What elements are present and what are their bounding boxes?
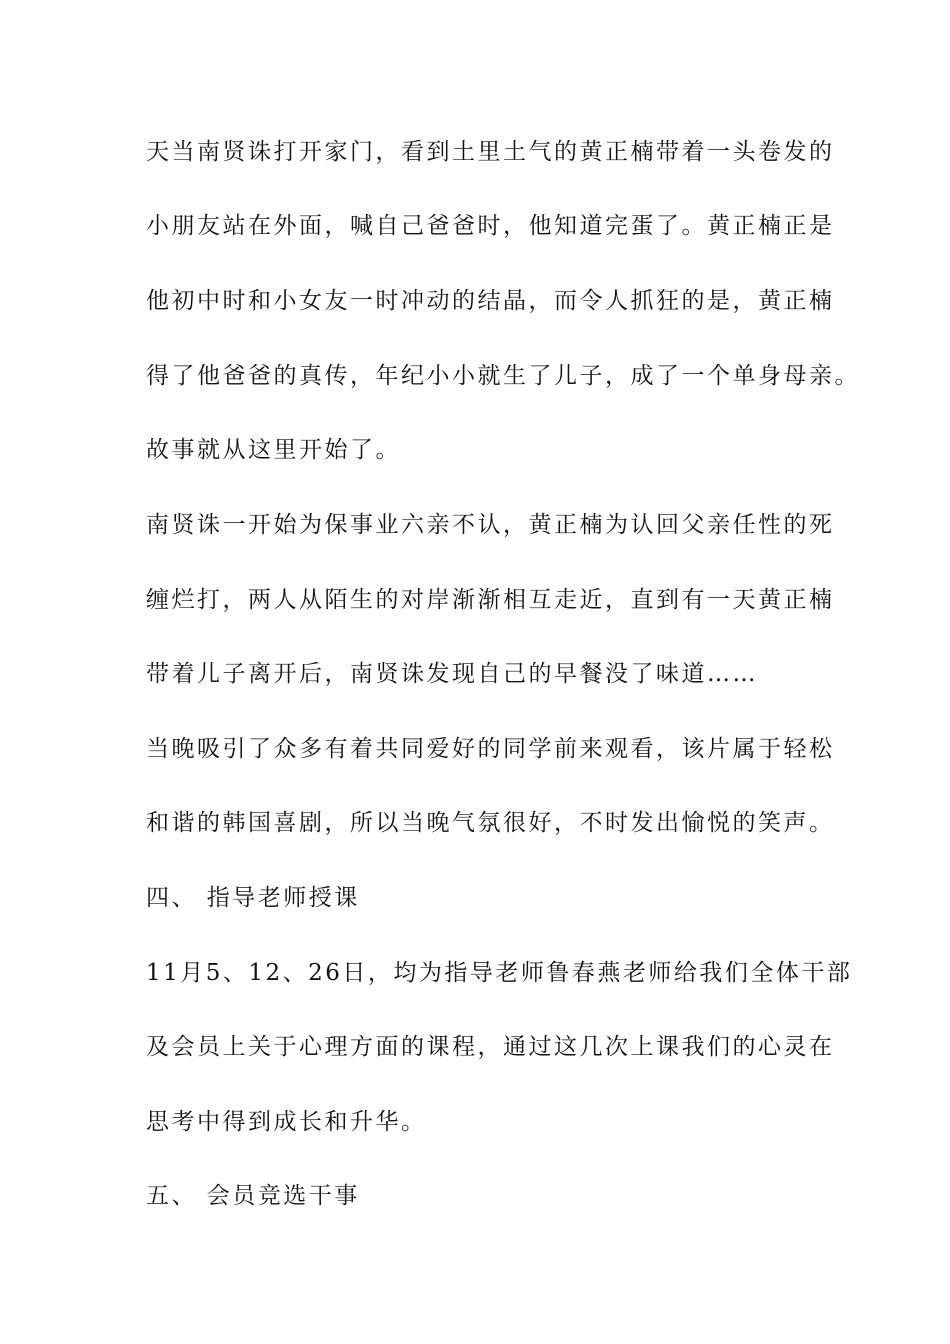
- paragraph-line: 故事就从这里开始了。: [146, 437, 401, 463]
- paragraph-line: 和谐的韩国喜剧，所以当晚气氛很好，不时发出愉悦的笑声。: [146, 810, 835, 836]
- paragraph-line: 11月5、12、26日，均为指导老师鲁春燕老师给我们全体干部: [146, 960, 853, 986]
- paragraph-line: 得了他爸爸的真传，年纪小小就生了儿子，成了一个单身母亲。: [146, 363, 860, 389]
- paragraph-line: 当晚吸引了众多有着共同爱好的同学前来观看，该片属于轻松: [146, 736, 835, 762]
- paragraph-line: 南贤诛一开始为保事业六亲不认，黄正楠为认回父亲任性的死: [146, 512, 835, 538]
- paragraph-line: 小朋友站在外面，喊自己爸爸时，他知道完蛋了。黄正楠正是: [146, 213, 835, 239]
- paragraph-line: 及会员上关于心理方面的课程，通过这几次上课我们的心灵在: [146, 1034, 835, 1060]
- section-heading: 四、 指导老师授课: [146, 885, 360, 911]
- section-heading: 五、 会员竞选干事: [146, 1183, 360, 1209]
- paragraph-line: 带着儿子离开后，南贤诛发现自己的早餐没了味道……: [146, 661, 758, 687]
- paragraph-line: 缠烂打，两人从陌生的对岸渐渐相互走近，直到有一天黄正楠: [146, 587, 835, 613]
- paragraph-line: 他初中时和小女友一时冲动的结晶，而令人抓狂的是，黄正楠: [146, 288, 835, 314]
- paragraph-line: 天当南贤诛打开家门，看到土里土气的黄正楠带着一头卷发的: [146, 139, 835, 165]
- paragraph-line: 思考中得到成长和升华。: [146, 1109, 427, 1135]
